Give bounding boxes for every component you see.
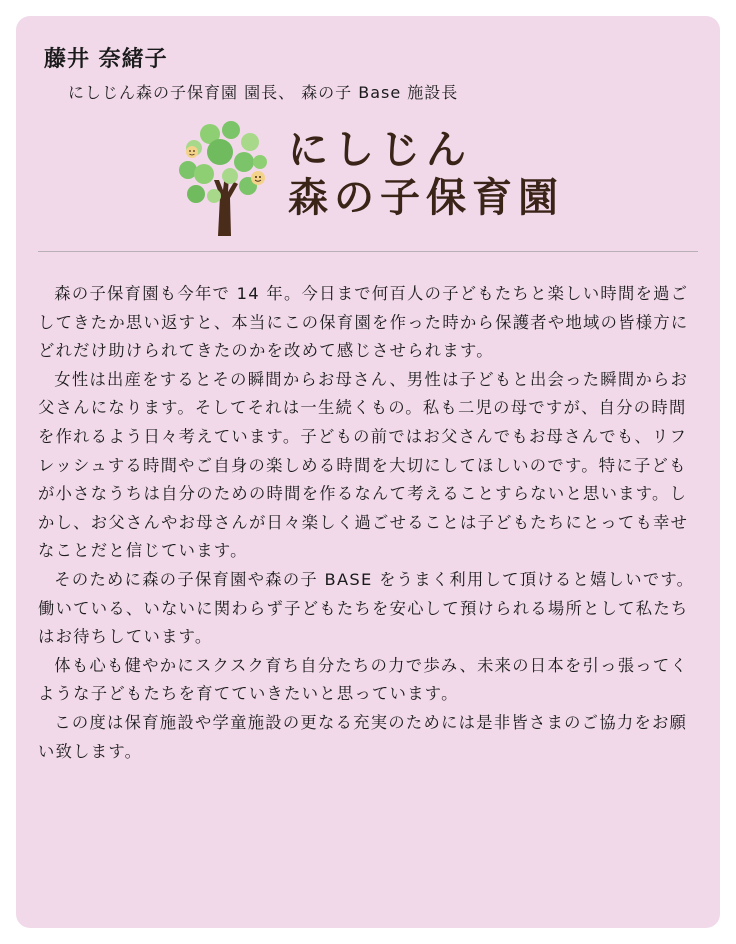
message-body: [38, 280, 700, 766]
logo-text: [288, 126, 564, 222]
message-paragraph: 女性は出産をするとその瞬間からお母さん、男性は子どもと出会った瞬間からお父さんになります。そしてそれは一生続くもの。私も二児の母ですが、自分の時間を作れるよう日々考えています。子どもの前ではお父さんでもお母さんでも、リフレッシュする時間やご自身の楽しめる時間を大切にしてほしいのです。特に子どもが小さなうちは自分のための時間を作るなんて考えることすらないと思います。しかし、お父さんやお母さんが日々楽しく過ごせることは子どもたちにとっても幸せなことだと信じています。: [38, 369, 689, 561]
logo-line-1: にしじん: [288, 127, 472, 173]
message-paragraph: 体も心も健やかにスクスク育ち自分たちの力で歩み、未来の日本を引っ張ってくような子どもたちを育てていきたいと思っています。: [38, 655, 689, 704]
message-paragraph: そのために森の子保育園や森の子 BASE をうまく利用して頂けると嬉しいです。働いている、いないに関わらず子どもたちを安心して預けられる場所として私たちはお待ちしています。: [38, 569, 695, 647]
tree-logo-icon: [174, 118, 274, 236]
person-name: 藤井 奈緒子: [44, 47, 168, 72]
logo-line-2: 森の子保育園: [288, 175, 564, 221]
person-title: にしじん森の子保育園 園長、 森の子 Base 施設長: [68, 83, 459, 102]
message-paragraph: この度は保育施設や学童施設の更なる充実のためには是非皆さまのご協力をお願い致します。: [38, 712, 688, 761]
section-divider: [38, 251, 698, 252]
nursery-logo: [174, 118, 564, 236]
message-paragraph: 森の子保育園も今年で 14 年。今日まで何百人の子どもたちと楽しい時間を過ごしてきたか思い返すと、本当にこの保育園を作った時から保護者や地域の皆様方にどれだけ助けられてきたのかを改めて感じさせられます。: [38, 284, 689, 361]
profile-card: [16, 16, 720, 928]
